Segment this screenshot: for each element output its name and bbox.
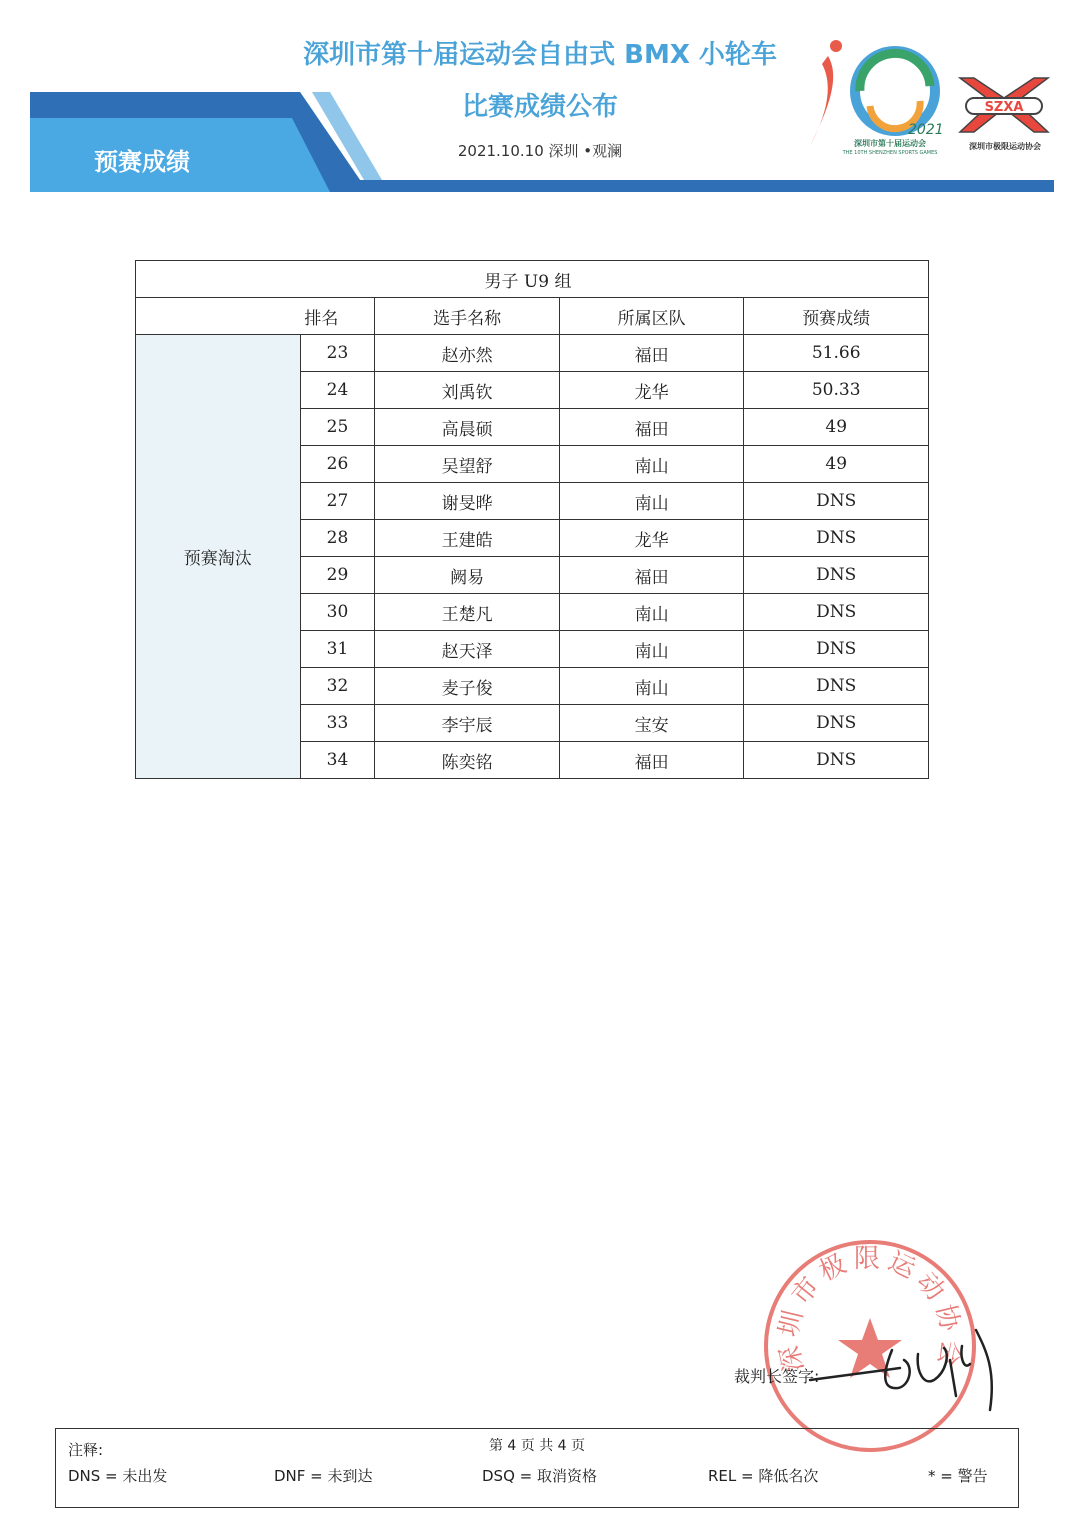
column-header-score: 预赛成绩 — [744, 298, 929, 335]
team-cell: 福田 — [559, 557, 743, 594]
name-cell: 高晨硕 — [375, 409, 559, 446]
team-cell: 南山 — [559, 668, 743, 705]
name-cell: 王楚凡 — [375, 594, 559, 631]
association-logo-icon — [952, 74, 1056, 138]
name-cell: 阙易 — [375, 557, 559, 594]
rank-cell: 26 — [300, 446, 375, 483]
page-title: 深圳市第十届运动会自由式 BMX 小轮车 — [303, 40, 777, 70]
rank-cell: 25 — [300, 409, 375, 446]
team-cell: 福田 — [559, 742, 743, 779]
name-cell: 谢旻晔 — [375, 483, 559, 520]
table-row — [136, 335, 929, 372]
rank-cell: 28 — [300, 520, 375, 557]
rank-cell: 29 — [300, 557, 375, 594]
games-logo-caption: 深圳市第十届运动会 — [854, 139, 926, 148]
score-cell: 49 — [744, 446, 929, 483]
rank-cell: 23 — [300, 335, 375, 372]
legend-warning: * = 警告 — [928, 1467, 988, 1485]
association-logo-text: SZXA — [984, 100, 1024, 115]
page-number: 第 4 页 共 4 页 — [488, 1438, 586, 1454]
column-header-rank: 排名 — [136, 298, 375, 335]
score-cell: DNS — [744, 557, 929, 594]
footer-notes — [55, 1428, 1019, 1508]
stage-label: 预赛淘汰 — [136, 335, 301, 779]
column-header-team: 所属区队 — [559, 298, 743, 335]
team-cell: 福田 — [559, 335, 743, 372]
results-table — [135, 260, 929, 779]
score-cell: DNS — [744, 483, 929, 520]
legend-rel: REL = 降低名次 — [708, 1467, 819, 1485]
event-date-location: 2021.10.10 深圳 •观澜 — [457, 142, 623, 160]
group-title: 男子 U9 组 — [136, 261, 929, 298]
notes-label: 注释: — [68, 1441, 104, 1459]
score-cell: 50.33 — [744, 372, 929, 409]
name-cell: 王建皓 — [375, 520, 559, 557]
name-cell: 麦子俊 — [375, 668, 559, 705]
name-cell: 赵天泽 — [375, 631, 559, 668]
rank-cell: 30 — [300, 594, 375, 631]
score-cell: 49 — [744, 409, 929, 446]
rank-cell: 32 — [300, 668, 375, 705]
games-logo-year: 2021 — [908, 122, 944, 138]
team-cell: 南山 — [559, 446, 743, 483]
team-cell: 龙华 — [559, 520, 743, 557]
rank-cell: 31 — [300, 631, 375, 668]
legend-dns: DNS = 未出发 — [68, 1467, 168, 1485]
table-header-row — [136, 298, 929, 335]
rank-cell: 27 — [300, 483, 375, 520]
name-cell: 赵亦然 — [375, 335, 559, 372]
score-cell: DNS — [744, 742, 929, 779]
team-cell: 宝安 — [559, 705, 743, 742]
column-header-name: 选手名称 — [375, 298, 559, 335]
name-cell: 李宇辰 — [375, 705, 559, 742]
name-cell: 刘禹钦 — [375, 372, 559, 409]
rank-cell: 33 — [300, 705, 375, 742]
group-title-row — [136, 261, 929, 298]
team-cell: 南山 — [559, 594, 743, 631]
team-cell: 龙华 — [559, 372, 743, 409]
name-cell: 陈奕铭 — [375, 742, 559, 779]
team-cell: 福田 — [559, 409, 743, 446]
section-label: 预赛成绩 — [94, 148, 190, 176]
association-caption: 深圳市极限运动协会 — [969, 142, 1041, 151]
rank-cell: 34 — [300, 742, 375, 779]
team-cell: 南山 — [559, 631, 743, 668]
score-cell: DNS — [744, 594, 929, 631]
score-cell: DNS — [744, 520, 929, 557]
score-cell: DNS — [744, 705, 929, 742]
judge-signature-label: 裁判长签字: — [734, 1367, 820, 1386]
legend-dnf: DNF = 未到达 — [274, 1467, 373, 1485]
score-cell: 51.66 — [744, 335, 929, 372]
rank-cell: 24 — [300, 372, 375, 409]
team-cell: 南山 — [559, 483, 743, 520]
name-cell: 吴望舒 — [375, 446, 559, 483]
page-subtitle: 比赛成绩公布 — [461, 92, 618, 122]
score-cell: DNS — [744, 631, 929, 668]
legend-dsq: DSQ = 取消资格 — [482, 1467, 598, 1485]
seal-text: 深圳市极限运动协会 — [773, 1244, 967, 1375]
handwritten-signature — [800, 1310, 1010, 1420]
games-logo-caption-en: THE 10TH SHENZHEN SPORTS GAMES — [842, 150, 938, 156]
score-cell: DNS — [744, 668, 929, 705]
